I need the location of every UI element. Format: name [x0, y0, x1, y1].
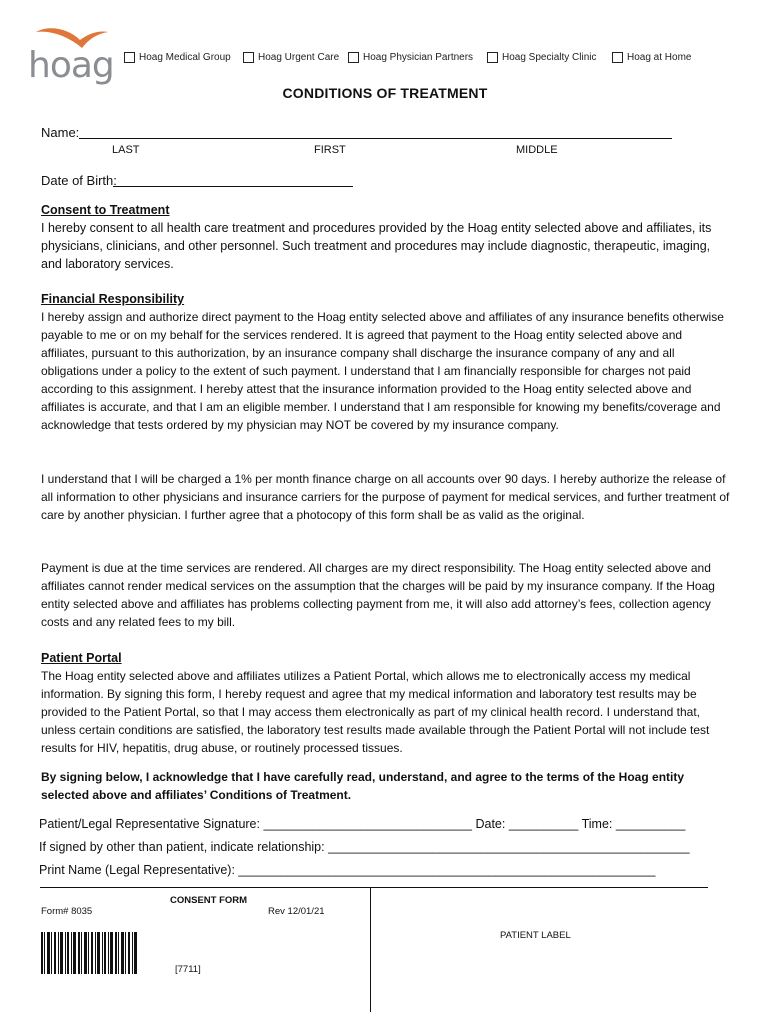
- financial-paragraph-3: Payment is due at the time services are rendered. All charges are my direct responsibility. The Hoag entity selected above and affiliates cannot render medical services on the assumption that the charges will be paid by my insurance company. If the Hoag entity selected above and affiliates has problems collecting payment from me, it will also add attorney’s fees, collection agency costs and any related fees to my bill.: [41, 561, 715, 629]
- signature-line[interactable]: Patient/Legal Representative Signature: ______________________________ Date: __________ Time: __________: [39, 817, 686, 831]
- form-number: Form# 8035: [41, 906, 93, 917]
- name-field[interactable]: [79, 138, 672, 139]
- checkbox-box[interactable]: [348, 52, 359, 63]
- barcode-icon: [41, 932, 139, 974]
- acknowledgment: By signing below, I acknowledge that I have carefully read, understand, and agree to the terms of the Hoag entity selected above and affiliates’ Conditions of Treatment.: [41, 770, 685, 802]
- portal-section: [41, 649, 731, 757]
- checkbox-hoag-at-home[interactable]: [612, 52, 691, 63]
- checkbox-label: Hoag Specialty Clinic: [502, 52, 597, 63]
- checkbox-hoag-physician-partners[interactable]: [348, 52, 473, 63]
- patient-label-area: PATIENT LABEL: [500, 930, 571, 941]
- consent-heading: Consent to Treatment: [41, 203, 170, 217]
- checkbox-label: Hoag Urgent Care: [258, 52, 340, 63]
- portal-body: The Hoag entity selected above and affiliates utilizes a Patient Portal, which allows me to electronically access my medical information. By signing this form, I hereby request and agree that my medical information and laboratory test results may be provided to the Patient Portal, so that I may access them electronically as part of my clinical health record. I understand that, unless certain conditions are satisfied, the laboratory test results made available through the Patient Portal will not include test results for HIV, hepatitis, drug abuse, or routinely processed tissues.: [41, 669, 710, 755]
- hoag-logo: [28, 26, 114, 88]
- logo-wordmark: hoag: [28, 45, 114, 86]
- page-title: CONDITIONS OF TREATMENT: [282, 85, 488, 101]
- consent-section: [41, 201, 731, 273]
- checkbox-box[interactable]: [124, 52, 135, 63]
- checkbox-box[interactable]: [243, 52, 254, 63]
- form-code: [7711]: [175, 964, 201, 975]
- dob-field[interactable]: [113, 186, 353, 187]
- middle-name-caption: MIDDLE: [516, 144, 558, 156]
- checkbox-box[interactable]: [612, 52, 623, 63]
- checkbox-hoag-urgent-care[interactable]: [243, 52, 339, 63]
- consent-body: I hereby consent to all health care treatment and procedures provided by the Hoag entity selected above and affiliates, its physicians, clinicians, and other personnel. Such treatment and procedures may include diagnostic, therapeutic, imaging, and laboratory services.: [41, 221, 712, 271]
- checkbox-label: Hoag Physician Partners: [363, 52, 474, 63]
- financial-paragraph-1: I hereby assign and authorize direct payment to the Hoag entity selected above and affiliates of any insurance benefits otherwise payable to me or on my behalf for the services rendered. It is agreed that payment to the Hoag entity selected above and affiliates, pursuant to this authorization, by an insurance company shall discharge the insurance company of any and all obligations under a policy to the extent of such payment. I understand that I am financially responsible for charges not paid according to this assignment. I hereby attest that the insurance information provided to the Hoag entity selected above and affiliates is accurate, and that I am an eligible member. I understand that I am responsible for knowing my benefits/coverage and acknowledge that tests ordered by my physician may NOT be covered by my insurance company.: [41, 310, 724, 432]
- name-label: Name:: [41, 125, 80, 140]
- financial-section: [41, 290, 731, 434]
- footer-vertical-divider: [370, 888, 371, 1012]
- revision-date: Rev 12/01/21: [268, 906, 325, 917]
- checkbox-hoag-medical-group[interactable]: [124, 52, 231, 63]
- last-name-caption: LAST: [112, 144, 140, 156]
- print-name-line[interactable]: Print Name (Legal Representative): ____________________________________________________________: [39, 863, 656, 877]
- financial-heading: Financial Responsibility: [41, 292, 185, 306]
- checkbox-hoag-specialty-clinic[interactable]: [487, 52, 597, 63]
- portal-heading: Patient Portal: [41, 651, 122, 665]
- first-name-caption: FIRST: [314, 144, 346, 156]
- relationship-line[interactable]: If signed by other than patient, indicate relationship: ____________________________________________________: [39, 840, 690, 854]
- consent-form-label: CONSENT FORM: [170, 895, 248, 906]
- dob-label: Date of Birth:: [41, 173, 117, 188]
- checkbox-box[interactable]: [487, 52, 498, 63]
- checkbox-label: Hoag at Home: [627, 52, 692, 63]
- financial-paragraph-2: I understand that I will be charged a 1% per month finance charge on all accounts over 90 days. I hereby authorize the release of all information to other physicians and insurance carriers for the purpose of payment for medical services, and further treatment of care by another physician. I further agree that a photocopy of this form shall be as valid as the original.: [41, 472, 730, 522]
- footer-divider: [40, 887, 708, 888]
- checkbox-label: Hoag Medical Group: [139, 52, 231, 63]
